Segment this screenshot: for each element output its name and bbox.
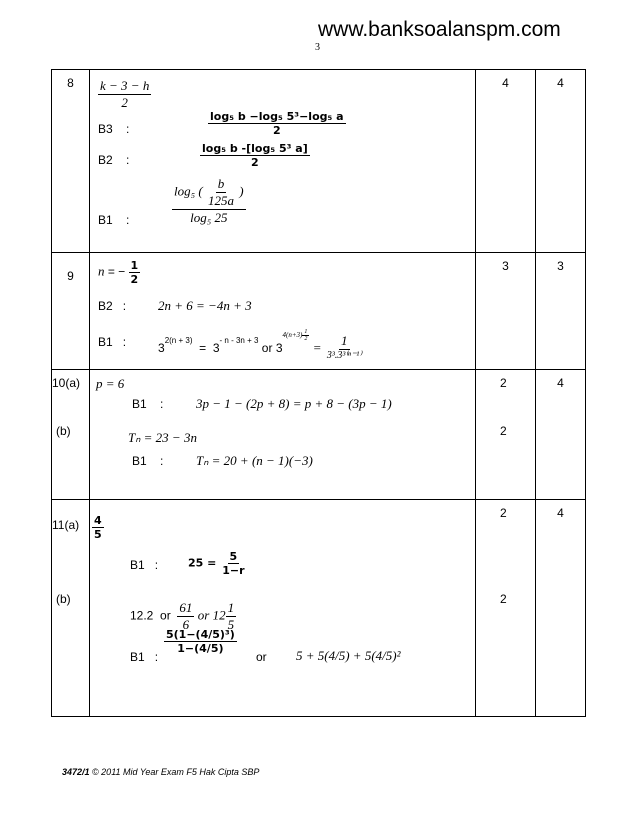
sub-marks: 2 bbox=[500, 376, 507, 390]
sub-marks: 2 bbox=[500, 592, 507, 606]
q10a-b1-expr: 3p − 1 − (2p + 8) = p + 8 − (3p − 1) bbox=[196, 396, 392, 411]
q9-b1-expr: $3^{2(n + 3)} = 3^{- n - 3n + 3}$ or $3^{4(n+3) \frac{1}{2}}$ = $\frac{1}{\text{3³.3³⁽ⁿ⁻¹⁾}}$ bbox=[158, 329, 362, 361]
q10a-answer: p = 6 bbox=[96, 376, 125, 391]
table-row: 9 n = − $\frac{1}{2}$ B2 : 2n + 6 = −4n + 3 B1 : $3^{2(n + 3)} = 3^{- n - 3n + 3}$ or $3^{4(n+3) \frac{1}{2}}$ = $\frac{1}{\text{3³.3³⁽ⁿ⁻¹⁾}}$ 3 3 bbox=[52, 253, 586, 370]
q8-answer: $\frac{k - 3 - h}{2}$ bbox=[100, 78, 150, 110]
q9-b2-expr: 2n + 6 = −4n + 3 bbox=[158, 298, 252, 313]
b1-label: B1 bbox=[98, 335, 113, 349]
q11b-b1-expr: $\frac{\text{5(1−(4/5)³)}}{1-(4/5)}$ bbox=[166, 628, 235, 655]
total-marks: 4 bbox=[557, 76, 564, 90]
q9-answer-eq: = − bbox=[107, 264, 126, 279]
q8-b2-expr: $\frac{\text{log₅ b -[log₅ 5³ a]}}{2}$ bbox=[202, 142, 308, 169]
b1-label: B1 bbox=[130, 558, 145, 572]
sub-marks: 2 bbox=[500, 506, 507, 520]
table-row: 8 $\frac{k - 3 - h}{2}$ B3 : $\frac{\text{log₅ b −log₅ 5³−log₅ a}}{2}$ B2 : $\frac{\text{log₅ b -[log₅ 5³ a]}}{2}$ B1 : log₅ ( $\frac{b}{125a}$ ) log₅ 25 4 4 bbox=[52, 70, 586, 253]
q9-answer-lhs: n bbox=[98, 263, 105, 279]
copyright-text: © 2011 Mid Year Exam F5 Hak Cipta SBP bbox=[92, 767, 260, 777]
sub-marks: 4 bbox=[502, 76, 509, 90]
q10b-answer: Tₙ = 23 − 3n bbox=[128, 430, 197, 445]
q8-b3-expr: $\frac{\text{log₅ b −log₅ 5³−log₅ a}}{2}$ bbox=[210, 110, 344, 137]
total-marks: 4 bbox=[557, 506, 564, 520]
question-number: 8 bbox=[67, 76, 74, 90]
table-row: 10(a) (b) p = 6 B1 : 3p − 1 − (2p + 8) = p + 8 − (3p − 1) Tₙ = 23 − 3n B1 : Tₙ = 20 + (n − 1)(−3) 2 2 4 bbox=[52, 370, 586, 500]
b2-label: B2 bbox=[98, 299, 113, 313]
b1-label: B1 bbox=[130, 650, 145, 664]
question-part: (b) bbox=[56, 424, 71, 438]
footer bbox=[62, 767, 259, 777]
q8-b1-expr: log₅ ( $\frac{b}{125a}$ ) log₅ 25 bbox=[174, 176, 244, 225]
q10b-b1-expr: Tₙ = 20 + (n − 1)(−3) bbox=[196, 453, 313, 468]
sub-marks: 2 bbox=[500, 424, 507, 438]
total-marks: 3 bbox=[557, 259, 564, 273]
b1-label: B1 bbox=[98, 213, 113, 227]
paper-code: 3472/1 bbox=[62, 767, 90, 777]
page-number: 3 bbox=[315, 42, 320, 53]
q11b-or: or bbox=[256, 650, 267, 664]
q11a-b1-expr: 25 = $\frac{5}{1-r}$ bbox=[188, 550, 245, 577]
q9-answer-frac: $\frac{1}{2}$ bbox=[130, 259, 139, 286]
question-number: 11(a) bbox=[52, 518, 80, 532]
table-row: 11(a) (b) $\frac{4}{5}$ B1 : 25 = $\frac{5}{1-r}$ 12.2 or $\frac{61}{6}$ or 12 $\frac{1}{5}$ B1 : $\frac{\text{5(1−(4/5)³)}}{1-(4/5)}$ or 5 + 5(4/5) + 5(4/5)² 2 2 4 bbox=[52, 500, 586, 717]
b1-label: B1 bbox=[132, 397, 147, 411]
b1-label: B1 bbox=[132, 454, 147, 468]
q11a-answer: $\frac{4}{5}$ bbox=[94, 514, 102, 541]
answer-table bbox=[51, 69, 586, 717]
total-marks: 4 bbox=[557, 376, 564, 390]
b2-label: B2 bbox=[98, 153, 113, 167]
website-watermark: www.banksoalanspm.com bbox=[318, 18, 561, 41]
q11b-answer: 12.2 or $\frac{61}{6}$ or 12 $\frac{1}{5}$ bbox=[130, 600, 235, 632]
q11b-b1-alt: 5 + 5(4/5) + 5(4/5)² bbox=[296, 648, 401, 663]
question-number: 10(a) bbox=[52, 376, 81, 390]
sub-marks: 3 bbox=[502, 259, 509, 273]
b3-label: B3 bbox=[98, 122, 113, 136]
question-number: 9 bbox=[67, 269, 74, 283]
question-part: (b) bbox=[56, 592, 71, 606]
